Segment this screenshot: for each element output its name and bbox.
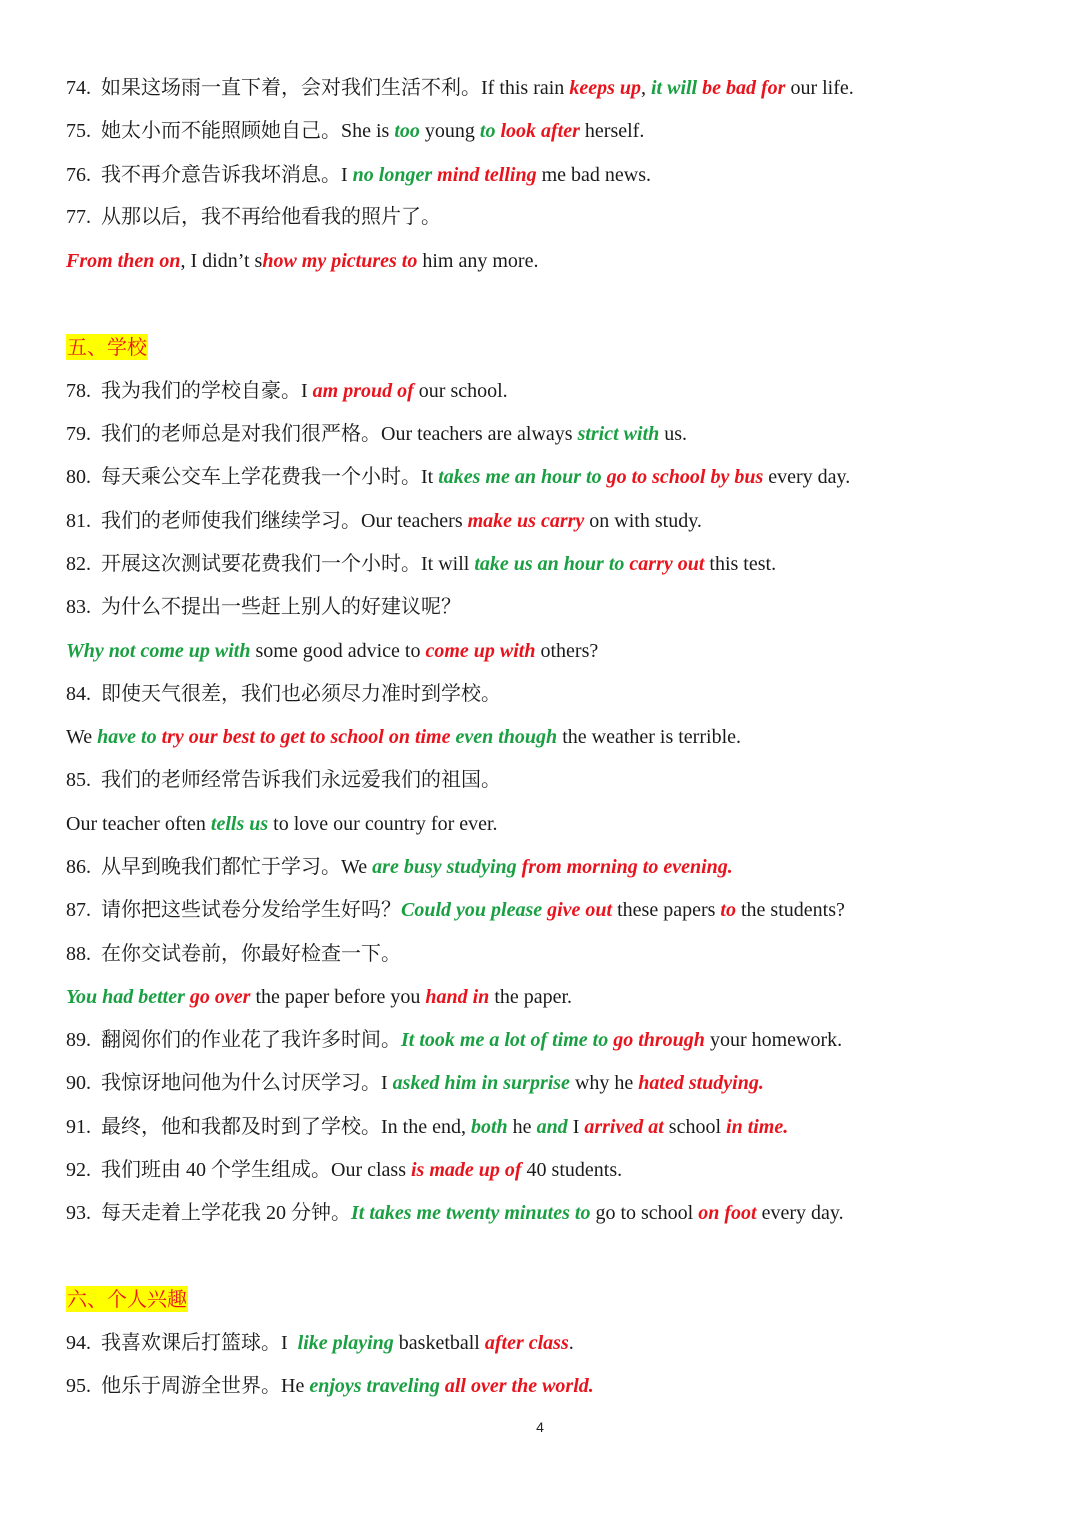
text-line — [66, 811, 1050, 837]
text-line — [66, 551, 1050, 577]
text-span: our school. — [413, 380, 508, 402]
text-span: 86. 从早到晚我们都忙于学习。We — [66, 856, 373, 878]
green-phrase: too — [394, 120, 420, 142]
green-phrase: It takes me twenty minutes to — [351, 1202, 591, 1224]
text-span: 92. 我们班由 40 个学生组成。Our class — [66, 1159, 411, 1181]
text-line — [66, 162, 1050, 188]
text-line — [66, 1114, 1050, 1140]
text-line — [66, 941, 1050, 967]
red-phrase: keeps up — [569, 77, 641, 99]
section-heading-school: 五、学校 — [67, 335, 147, 359]
text-span: 88. 在你交试卷前，你最好检查一下。 — [66, 943, 401, 965]
text-span: 81. 我们的老师使我们继续学习。Our teachers — [66, 510, 468, 532]
text-line — [66, 767, 1050, 793]
text-span: your homework. — [704, 1029, 843, 1051]
green-phrase: take us an hour to — [474, 553, 625, 575]
green-phrase: to — [479, 120, 496, 142]
red-phrase: come up with — [425, 640, 536, 662]
section-heading-hobbies: 六、个人兴趣 — [67, 1287, 187, 1311]
red-phrase: hand in — [425, 986, 490, 1008]
text-line — [66, 75, 1050, 101]
green-phrase: no longer — [352, 164, 433, 186]
text-span: 87. 请你把这些试卷分发给学生好吗？ — [66, 899, 401, 921]
green-phrase: It took me a lot of time to — [401, 1029, 609, 1051]
text-span: 95. 他乐于周游全世界。He — [66, 1375, 310, 1397]
text-span: 83. 为什么不提出一些赶上别人的好建议呢？ — [66, 596, 461, 618]
red-phrase: is made up of — [410, 1159, 522, 1181]
red-phrase: try our best to get to school on time — [161, 726, 451, 748]
text-span: the weather is terrible. — [557, 726, 741, 748]
red-phrase: mind telling — [437, 164, 537, 186]
text-line — [66, 204, 1050, 230]
text-line — [66, 1027, 1050, 1053]
green-phrase: asked him in surprise — [392, 1072, 570, 1094]
text-line — [66, 1330, 1050, 1356]
text-line — [66, 638, 1050, 664]
red-phrase: on foot — [698, 1202, 757, 1224]
green-phrase: like playing — [297, 1332, 394, 1354]
text-span: why he — [569, 1072, 639, 1094]
text-line — [66, 118, 1050, 144]
text-span: school — [663, 1116, 727, 1138]
red-phrase: look after — [500, 120, 580, 142]
red-phrase: go through — [613, 1029, 705, 1051]
text-line — [66, 1200, 1050, 1226]
text-span: others? — [535, 640, 599, 662]
text-span: some good advice to — [250, 640, 426, 662]
green-phrase: Could you please — [401, 899, 543, 921]
text-span: go to school — [590, 1202, 699, 1224]
red-phrase: From then on — [66, 250, 181, 272]
text-line — [66, 464, 1050, 490]
text-span: these papers — [612, 899, 721, 921]
text-span: 89. 翻阅你们的作业花了我许多时间。 — [66, 1029, 401, 1051]
text-span: 84. 即使天气很差，我们也必须尽力准时到学校。 — [66, 683, 501, 705]
text-span: he — [507, 1116, 537, 1138]
text-span: 79. 我们的老师总是对我们很严格。Our teachers are always — [66, 423, 578, 445]
text-line — [66, 681, 1050, 707]
text-span: me bad news. — [536, 164, 652, 186]
red-phrase: how my pictures to — [262, 250, 418, 272]
text-span: I — [567, 1116, 585, 1138]
red-phrase: after class — [484, 1332, 569, 1354]
text-span: 78. 我为我们的学校自豪。I — [66, 380, 313, 402]
text-line — [66, 897, 1050, 923]
text-span: 75. 她太小而不能照顾她自己。She is — [66, 120, 395, 142]
text-span: the paper before you — [250, 986, 426, 1008]
text-line — [66, 421, 1050, 447]
text-line — [66, 1373, 1050, 1399]
text-line — [66, 594, 1050, 620]
text-line — [66, 854, 1050, 880]
red-phrase: go to school by bus — [606, 466, 764, 488]
green-phrase: strict with — [577, 423, 660, 445]
red-phrase: in time. — [726, 1116, 789, 1138]
text-span: 77. 从那以后，我不再给他看我的照片了。 — [66, 206, 441, 228]
green-phrase: it will — [650, 77, 698, 99]
green-phrase: tells us — [210, 813, 269, 835]
text-span: herself. — [579, 120, 645, 142]
text-span: every day. — [756, 1202, 844, 1224]
text-span: 74. 如果这场雨一直下着，会对我们生活不利。If this rain — [66, 77, 570, 99]
text-line — [66, 1070, 1050, 1096]
green-phrase: are busy studying — [372, 856, 517, 878]
green-phrase: Why not come up with — [66, 640, 251, 662]
text-span: basketball — [393, 1332, 485, 1354]
text-span: 91. 最终，他和我都及时到了学校。In the end, — [66, 1116, 471, 1138]
text-span: on with study. — [584, 510, 702, 532]
green-phrase: You had better — [66, 986, 185, 1008]
page-number: 4 — [536, 1419, 544, 1435]
text-span: him any more. — [417, 250, 539, 272]
green-phrase: enjoys traveling — [309, 1375, 440, 1397]
text-span: the paper. — [489, 986, 573, 1008]
text-span: 85. 我们的老师经常告诉我们永远爱我们的祖国。 — [66, 769, 501, 791]
green-phrase: takes me an hour to — [438, 466, 602, 488]
text-span: to love our country for ever. — [268, 813, 498, 835]
text-span: . — [568, 1332, 574, 1354]
text-span: 94. 我喜欢课后打篮球。I — [66, 1332, 298, 1354]
red-phrase: to — [720, 899, 736, 921]
text-span: We — [66, 726, 98, 748]
text-line — [66, 248, 1050, 274]
green-phrase: and — [536, 1116, 568, 1138]
red-phrase: arrived at — [584, 1116, 664, 1138]
red-phrase: give out — [547, 899, 613, 921]
red-phrase: be bad for — [702, 77, 786, 99]
text-span: 76. 我不再介意告诉我坏消息。I — [66, 164, 353, 186]
text-span: us. — [659, 423, 688, 445]
red-phrase: am proud of — [312, 380, 414, 402]
red-phrase: make us carry — [467, 510, 585, 532]
text-span: , I didn’t s — [180, 250, 263, 272]
text-line — [66, 724, 1050, 750]
text-line — [66, 1157, 1050, 1183]
text-span: 90. 我惊讶地问他为什么讨厌学习。I — [66, 1072, 393, 1094]
text-span: 82. 开展这次测试要花费我们一个小时。It will — [66, 553, 475, 575]
text-line — [66, 984, 1050, 1010]
red-phrase: all over the world. — [444, 1375, 594, 1397]
text-span: our life. — [785, 77, 854, 99]
text-span: 93. 每天走着上学花我 20 分钟。 — [66, 1202, 351, 1224]
red-phrase: carry out — [629, 553, 705, 575]
text-span: 80. 每天乘公交车上学花费我一个小时。It — [66, 466, 439, 488]
red-phrase: hated studying. — [638, 1072, 764, 1094]
green-phrase: even though — [455, 726, 558, 748]
text-span: , — [640, 77, 651, 99]
text-span: young — [419, 120, 480, 142]
text-span: this test. — [704, 553, 777, 575]
red-phrase: go over — [189, 986, 251, 1008]
red-phrase: from morning to evening. — [521, 856, 733, 878]
text-span: the students? — [735, 899, 845, 921]
text-span: every day. — [763, 466, 851, 488]
text-line — [66, 508, 1050, 534]
text-span: 40 students. — [521, 1159, 623, 1181]
text-line — [66, 378, 1050, 404]
green-phrase: have to — [97, 726, 157, 748]
text-span: Our teacher often — [66, 813, 211, 835]
green-phrase: both — [470, 1116, 508, 1138]
